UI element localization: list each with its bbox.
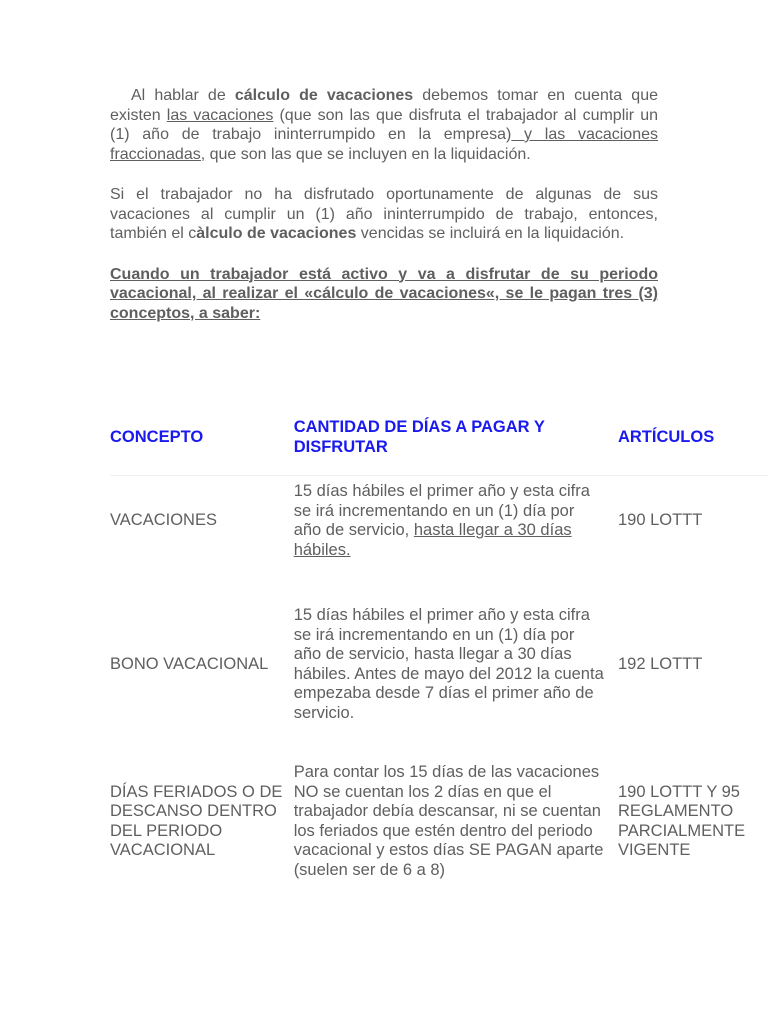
cell-cantidad [294,476,618,567]
bold-term: àlculo de vacaciones [196,225,357,242]
conceptos-heading: Cuando un trabajador está activo y va a disfrutar de su periodo vacacional, al realizar el «cálculo de vacaciones«, se le pagan tres (3) conceptos, a saber: [110,265,658,322]
text-segment: Al hablar de [131,87,235,104]
link-hasta-llegar[interactable]: hasta llegar a 30 días hábiles. [293,521,572,559]
text-segment: 15 días hábiles el primer año y esta cifra se irá incrementando en un (1) día por año de servicio, [293,482,590,539]
table-row [110,476,768,567]
text-segment: que son las que se incluyen en la liquidación. [205,145,531,163]
document-body [110,86,658,323]
text-segment: vencidas se incluirá en la liquidación. [356,225,625,242]
cell-cantidad: Para contar los 15 días de las vacaciones NO se cuentan los 2 días en que el trabajador debía descansar, ni se cuentan los feriados que estén dentro del periodo vacacional y estos días SE PAGAN aparte (suelen ser de 6 a 8) [293,763,604,879]
bold-term: cálculo de vacaciones [234,87,414,104]
table-row [110,723,768,880]
header-cantidad: CANTIDAD DE DÍAS A PAGAR Y DISFRUTAR [294,412,618,476]
cell-concepto: BONO VACACIONAL [110,654,269,673]
link-las-vacaciones[interactable]: las vacaciones [166,106,274,124]
cell-concepto: DÍAS FERIADOS O DE DESCANSO DENTRO DEL PERIODO VACACIONAL [110,782,283,859]
intro-paragraph [110,86,658,164]
second-paragraph [110,185,658,244]
cell-articulos: 190 LOTTT [617,511,703,530]
cell-articulos: 190 LOTTT Y 95 REGLAMENTO PARCIALMENTE VIGENTE [617,782,746,859]
text-segment: debemos tomar en cuenta que existen [110,87,658,124]
header-articulos: ARTÍCULOS [618,412,768,476]
table-row [110,566,768,723]
cell-concepto: VACACIONES [110,511,217,530]
text-segment: (que son las que disfruta el trabajador al cumplir un (1) año de trabajo ininterrumpido en la empresa) [110,106,659,143]
cell-articulos: 192 LOTTT [617,654,703,673]
cell-cantidad: 15 días hábiles el primer año y esta cifra se irá incrementando en un (1) día por año de servicio, hasta llegar a 30 días hábiles. Antes de mayo del 2012 la cuenta empezaba desde 7 días el primer año de servicio. [293,606,604,722]
conceptos-table [110,412,768,880]
header-concepto: CONCEPTO [110,412,294,476]
text-segment: Si el trabajador no ha disfrutado oportunamente de algunas de sus vacaciones al cumplir un (1) año ininterrumpido de trabajo, entonces, también el c [110,186,658,242]
table-header-row [110,412,768,476]
link-vacaciones-fraccionadas[interactable]: y las vacaciones fraccionadas, [110,126,659,163]
